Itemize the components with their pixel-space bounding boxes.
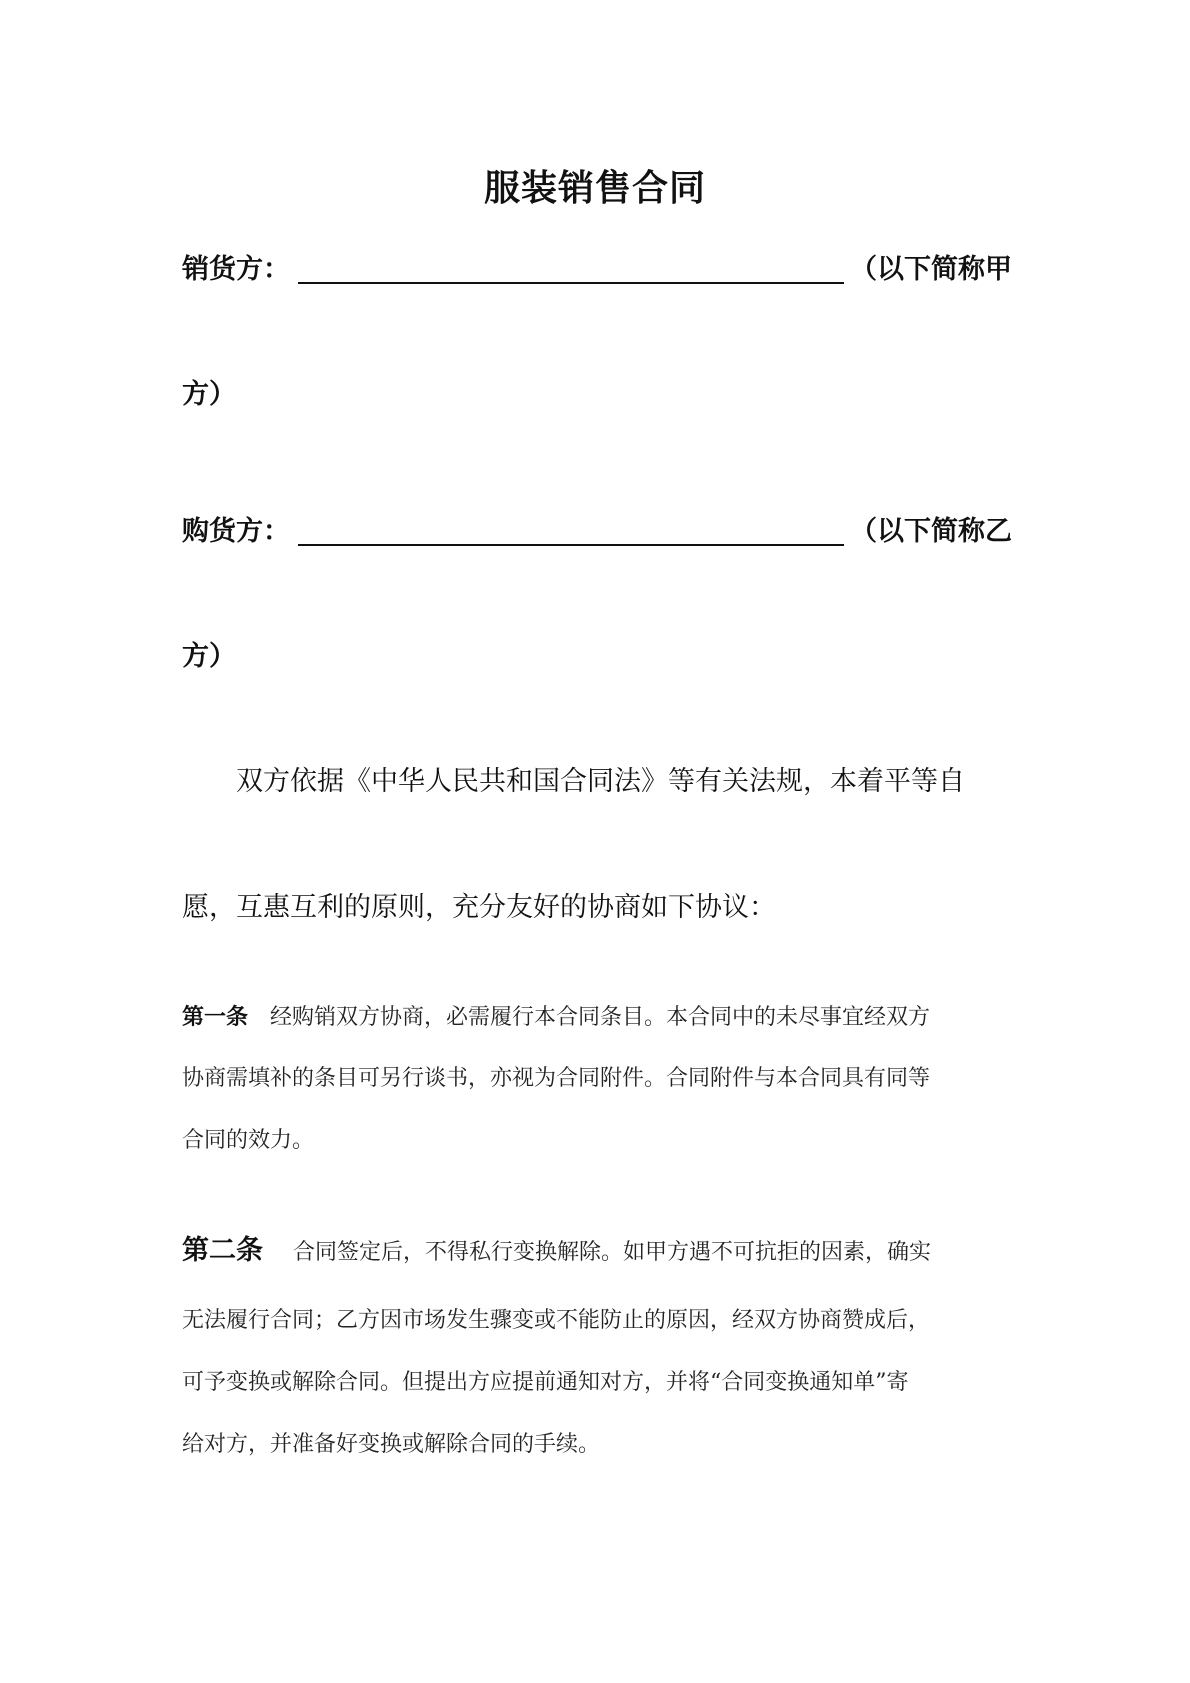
clause1-line-1	[182, 1000, 1022, 1035]
clause1-line-2: 协商需填补的条目可另行谈书，亦视为合同附件。合同附件与本合同具有同等	[182, 1066, 931, 1091]
seller-label: 销货方：	[182, 254, 290, 285]
clause2-line-2: 无法履行合同；乙方因市场发生骤变或不能防止的原因，经双方协商赞成后，	[182, 1308, 931, 1333]
seller-continuation: 方）	[182, 379, 236, 410]
clause2-line-3: 可予变换或解除合同。但提出方应提前通知对方，并将“合同变换通知单”寄	[182, 1370, 909, 1395]
buyer-label: 购货方：	[182, 516, 290, 547]
clause1-text-1: 经购销双方协商，必需履行本合同条目。本合同中的未尽事宜经双方	[270, 1005, 931, 1030]
buyer-continuation: 方）	[182, 641, 236, 672]
clause2-line-1	[182, 1234, 1022, 1270]
intro-line-1: 双方依据《中华人民共和国合同法》等有关法规，本着平等自	[236, 766, 965, 797]
document-title: 服装销售合同	[483, 167, 706, 209]
buyer-name-blank	[298, 512, 844, 546]
seller-line	[182, 250, 1022, 290]
seller-suffix: （以下简称甲	[850, 254, 1012, 285]
intro-line-2: 愿，互惠互利的原则，充分友好的协商如下协议：	[182, 892, 776, 923]
clause2-line-4: 给对方，并准备好变换或解除合同的手续。	[182, 1432, 601, 1457]
clause2-text-1: 合同签定后，不得私行变换解除。如甲方遇不可抗拒的因素，确实	[293, 1240, 932, 1265]
buyer-line	[182, 512, 1022, 552]
clause2-heading: 第二条	[182, 1235, 263, 1266]
clause1-heading: 第一条	[182, 1004, 249, 1030]
clause1-line-3: 合同的效力。	[182, 1128, 315, 1153]
buyer-suffix: （以下简称乙	[850, 516, 1012, 547]
seller-name-blank	[298, 250, 844, 284]
